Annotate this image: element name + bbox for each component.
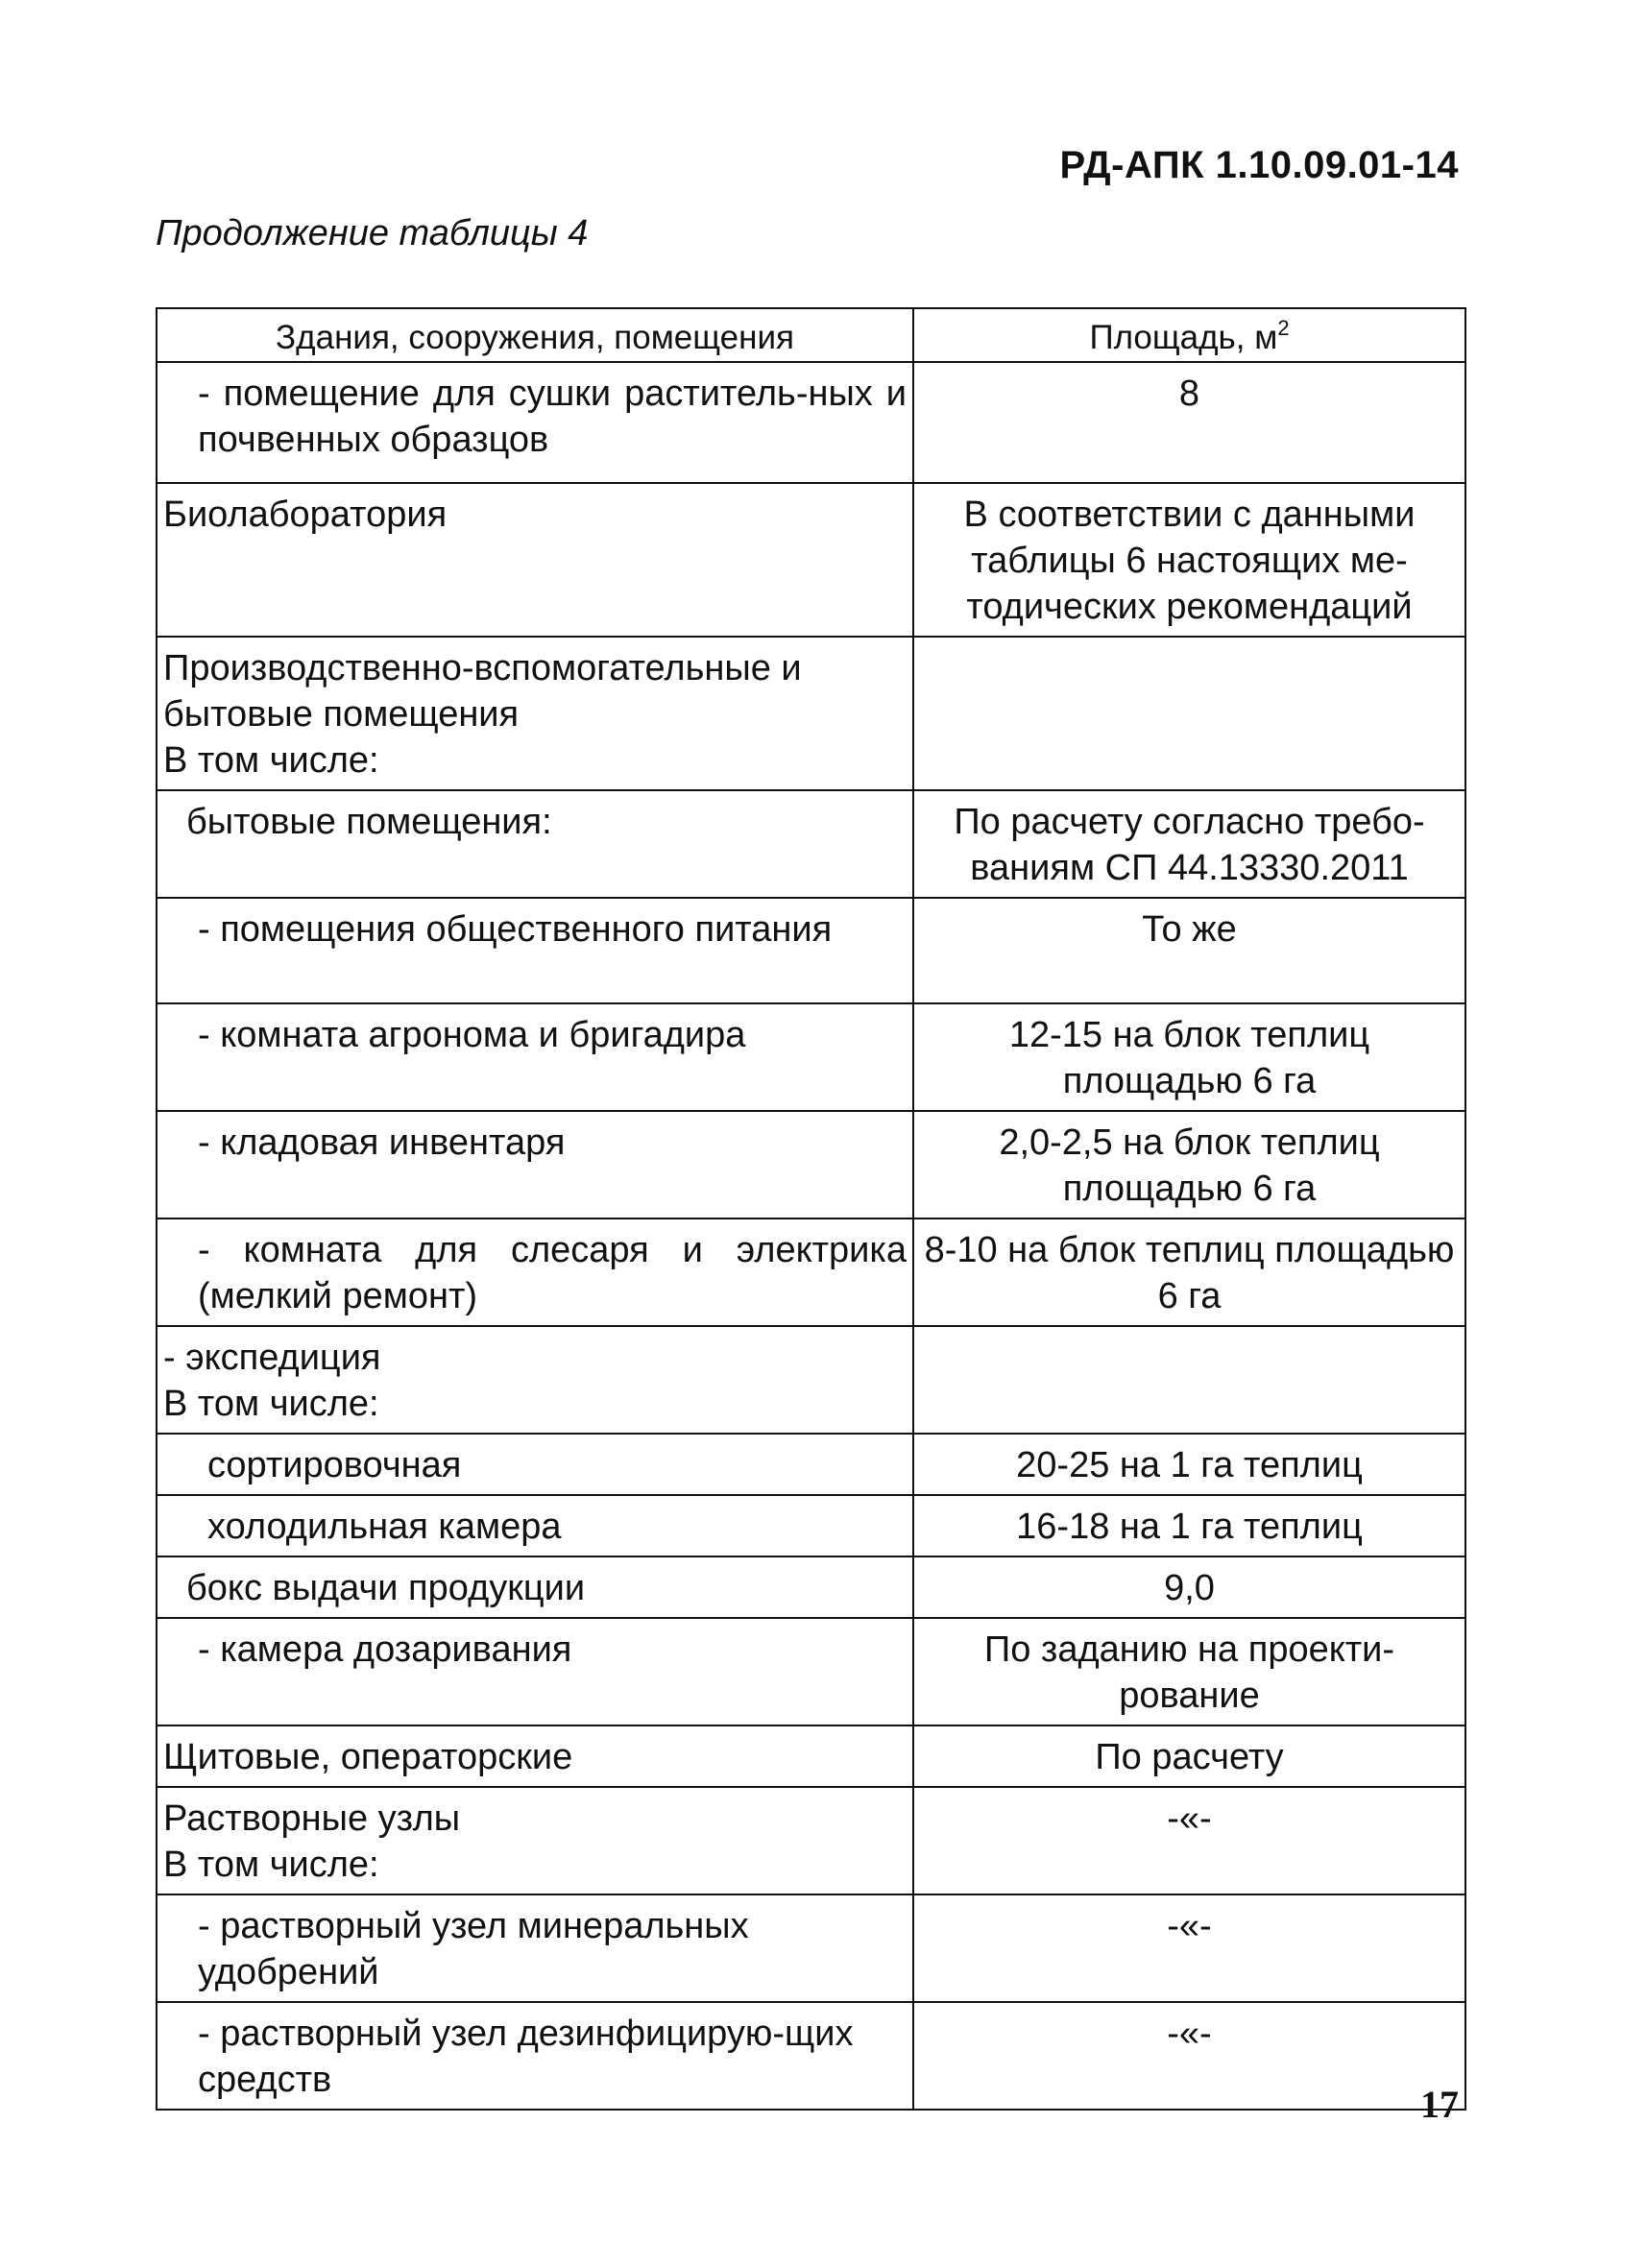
- table-row: [157, 1725, 1465, 1787]
- row-area: По расчету согласно требо-ваниям СП 44.13330.2011: [913, 790, 1465, 898]
- header-area-superscript: 2: [1277, 316, 1290, 340]
- row-area: 20-25 на 1 га теплиц: [913, 1434, 1465, 1495]
- table-row: [157, 2002, 1465, 2110]
- table-row: [157, 1787, 1465, 1894]
- row-name: - комната агронома и бригадира: [157, 1003, 913, 1111]
- row-area: В соответствии с данными таблицы 6 настоящих ме-тодических рекомендаций: [913, 483, 1465, 637]
- row-name: Растворные узлы В том числе:: [157, 1787, 913, 1894]
- area-table: [156, 307, 1466, 2111]
- row-name: холодильная камера: [157, 1495, 913, 1556]
- row-area: 9,0: [913, 1556, 1465, 1618]
- header-buildings: Здания, сооружения, помещения: [157, 308, 913, 362]
- row-name: Щитовые, операторские: [157, 1725, 913, 1787]
- row-area: 12-15 на блок теплиц площадью 6 га: [913, 1003, 1465, 1111]
- table-row: [157, 362, 1465, 483]
- table-row: [157, 898, 1465, 1003]
- table-row: [157, 1111, 1465, 1218]
- table-row: [157, 483, 1465, 637]
- row-name: - помещения общественного питания: [157, 898, 913, 1003]
- table-row: [157, 637, 1465, 790]
- row-area: 2,0-2,5 на блок теплиц площадью 6 га: [913, 1111, 1465, 1218]
- table-header-row: [157, 308, 1465, 362]
- table-row: [157, 1495, 1465, 1556]
- table-row: [157, 1326, 1465, 1434]
- row-name: бокс выдачи продукции: [157, 1556, 913, 1618]
- row-name: Производственно-вспомогательные и бытовые помещения В том числе:: [157, 637, 913, 790]
- header-area-label: Площадь, м: [1089, 319, 1278, 356]
- row-area: То же: [913, 898, 1465, 1003]
- table-row: [157, 1003, 1465, 1111]
- row-name: бытовые помещения:: [157, 790, 913, 898]
- row-name: - кладовая инвентаря: [157, 1111, 913, 1218]
- row-area: По расчету: [913, 1725, 1465, 1787]
- table-continuation-caption: Продолжение таблицы 4: [156, 213, 589, 253]
- row-name: - помещение для сушки раститель-ных и почвенных образцов: [157, 362, 913, 483]
- row-area: По заданию на проекти-рование: [913, 1618, 1465, 1725]
- table-row: [157, 1894, 1465, 2002]
- table-row: [157, 1556, 1465, 1618]
- table-row: [157, 1618, 1465, 1725]
- row-area: -«-: [913, 2002, 1465, 2110]
- row-name: - растворный узел минеральных удобрений: [157, 1894, 913, 2002]
- row-name: - растворный узел дезинфицирую-щих средств: [157, 2002, 913, 2110]
- row-area: [913, 1326, 1465, 1434]
- row-name: сортировочная: [157, 1434, 913, 1495]
- row-name: - комната для слесаря и электрика (мелкий ремонт): [157, 1218, 913, 1326]
- page-number: 17: [1420, 2083, 1459, 2126]
- row-area: 16-18 на 1 га теплиц: [913, 1495, 1465, 1556]
- header-area: [913, 308, 1465, 362]
- row-name: - экспедиция В том числе:: [157, 1326, 913, 1434]
- row-area: -«-: [913, 1894, 1465, 2002]
- document-code: РД-АПК 1.10.09.01-14: [1059, 144, 1459, 186]
- row-area: [913, 637, 1465, 790]
- row-area: 8-10 на блок теплиц площадью 6 га: [913, 1218, 1465, 1326]
- row-area: 8: [913, 362, 1465, 483]
- row-name: - камера дозаривания: [157, 1618, 913, 1725]
- row-name: Биолаборатория: [157, 483, 913, 637]
- table-row: [157, 1218, 1465, 1326]
- table-row: [157, 1434, 1465, 1495]
- table-row: [157, 790, 1465, 898]
- row-area: -«-: [913, 1787, 1465, 1894]
